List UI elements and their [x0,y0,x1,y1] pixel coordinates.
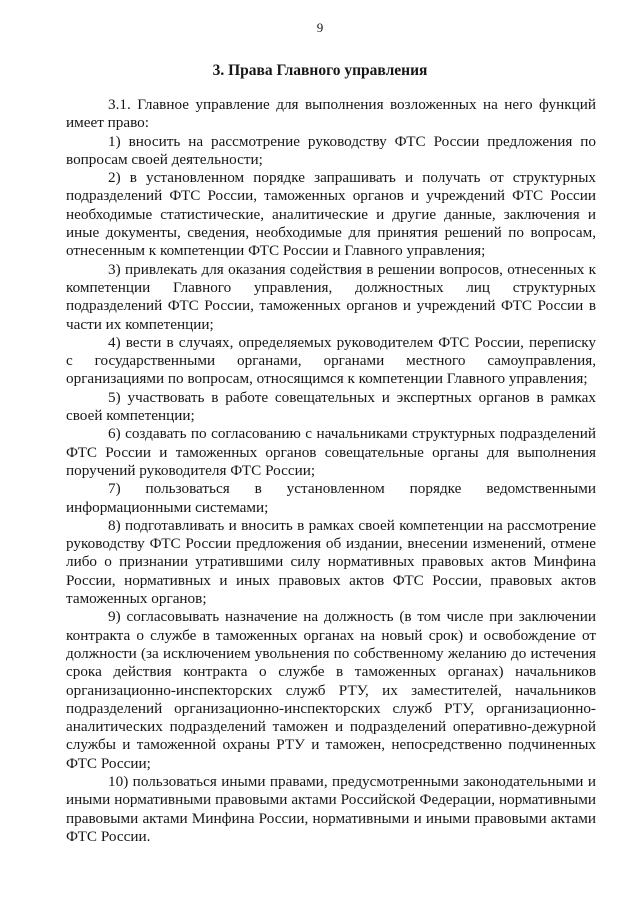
paragraph-item-8: 8) подготавливать и вносить в рамках своей компетенции на рассмотрение руководству ФТС России предложения об издании, внесении изменений, отмене либо о признании утратившими силу нормативных правовых актов Минфина России, нормативных и иных правовых актов ФТС России, правовых актов таможенных органов; [66,516,596,608]
section-title: 3. Права Главного управления [212,62,428,79]
paragraph-item-9: 9) согласовывать назначение на должность (в том числе при заключении контракта о службе в таможенных органах на новый срок) и освобождение от должности (за исключением увольнения по собственному желанию до истечения срока действия контракта о службе в таможенных органах) начальников организационно-инспекторских служб РТУ, их заместителей, начальников подразделений организационно-инспекторских служб РТУ, организационно-аналитических подразделений таможен и подразделений оперативно-дежурной службы и таможенной охраны РТУ и таможен, непосредственно подчиненных ФТС России; [66,608,596,772]
document-body [66,96,596,846]
paragraph-intro: 3.1. Главное управление для выполнения возложенных на него функций имеет право: [66,96,596,132]
paragraph-item-6: 6) создавать по согласованию с начальниками структурных подразделений ФТС России и таможенных органов совещательные органы для выполнения поручений руководителя ФТС России; [66,425,596,479]
paragraph-item-2: 2) в установленном порядке запрашивать и получать от структурных подразделений ФТС России, таможенных органов и учреждений ФТС России необходимые статистические, аналитические и другие данные, заключения и иные документы, сведения, необходимые для принятия решений по вопросам, отнесенным к компетенции ФТС России и Главного управления; [66,169,596,260]
paragraph-item-7: 7) пользоваться в установленном порядке ведомственными информационными системами; [66,480,596,516]
paragraph-item-1: 1) вносить на рассмотрение руководству ФТС России предложения по вопросам своей деятельности; [66,132,596,168]
paragraph-item-10: 10) пользоваться иными правами, предусмотренными законодательными и иными нормативными правовыми актами Российской Федерации, нормативными правовыми актами Минфина России, нормативными и иными правовыми актами ФТС России. [66,772,596,845]
paragraph-item-4: 4) вести в случаях, определяемых руководителем ФТС России, переписку с государственными органами, органами местного самоуправления, организациями по вопросам, относящимся к компетенции Главного управления; [66,333,596,388]
paragraph-item-3: 3) привлекать для оказания содействия в решении вопросов, отнесенных к компетенции Главного управления, должностных лиц структурных подразделений ФТС России, таможенных органов и учреждений ФТС России в части их компетенции; [66,260,596,333]
page-number: 9 [316,20,324,35]
paragraph-item-5: 5) участвовать в работе совещательных и экспертных органов в рамках своей компетенции; [66,388,596,425]
